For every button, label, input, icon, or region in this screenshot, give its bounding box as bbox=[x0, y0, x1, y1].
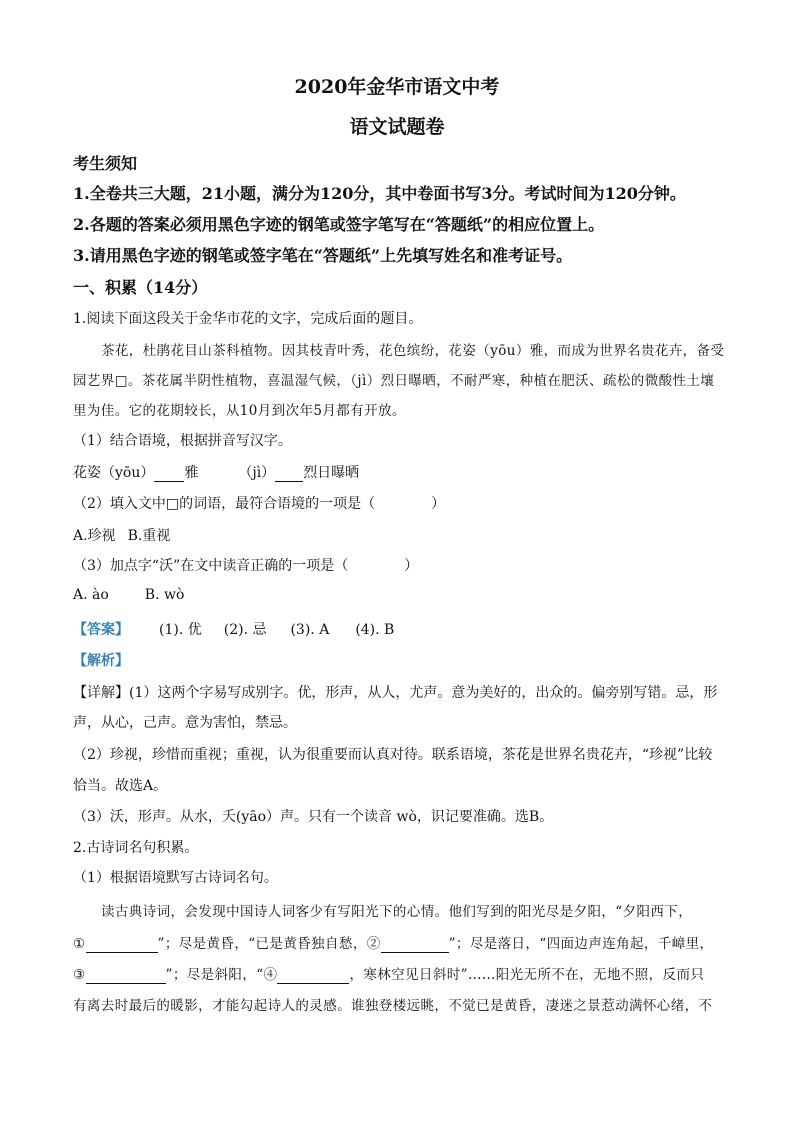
notice-item-2: 2.各题的答案必须用黑色字迹的钢笔或签字笔写在“答题纸”的相应位置上。 bbox=[73, 215, 605, 234]
section-heading: 一、积累（14分） bbox=[73, 278, 208, 297]
question-2-sub-1: （1）根据语境默写古诗词名句。 bbox=[73, 870, 278, 886]
fill-a-label: 花姿（yōu） bbox=[73, 465, 155, 481]
answer-blank[interactable] bbox=[154, 465, 184, 482]
answer-blank[interactable] bbox=[277, 967, 349, 984]
poem-passage-line-4: 有离去时最后的暖影，才能勾起诗人的灵感。谁独登楼远眺，不觉已是黄昏，凄迷之景惹动满怀心绪，不 bbox=[73, 998, 713, 1014]
sub-question-3: （3）加点字“沃”在文中读音正确的一项是（ ） bbox=[73, 558, 419, 574]
question-2-prompt: 2.古诗词名句积累。 bbox=[73, 840, 199, 856]
exam-title: 2020年金华市语文中考 bbox=[294, 76, 500, 98]
fill-b-suffix: 烈日曝晒 bbox=[303, 465, 360, 481]
answer-4: (4). B bbox=[355, 622, 395, 638]
option-a: A. ào bbox=[73, 587, 109, 603]
option-b: B. wò bbox=[144, 587, 185, 603]
exam-subtitle: 语文试题卷 bbox=[349, 116, 445, 138]
poem-passage-line-3: ③ ”；尽是斜阳，“④ ，寒林空见日斜时”……阳光无所不在，无地不照，反而只 bbox=[73, 967, 705, 983]
passage-line-3: 里为佳。它的花期较长，从10月到次年5月都有开放。 bbox=[73, 403, 406, 419]
answer-blank[interactable] bbox=[86, 967, 166, 984]
sub-question-2: （2）填入文中□的词语，最符合语境的一项是（ ） bbox=[73, 496, 446, 512]
sub-question-2-options bbox=[73, 525, 170, 545]
blank-number-2: ② bbox=[366, 936, 381, 952]
answer-blank[interactable] bbox=[381, 936, 449, 953]
analysis-line-4: 恰当。故选A。 bbox=[73, 778, 168, 794]
answer-2: (2). 忌 bbox=[223, 622, 267, 638]
answer-blank[interactable] bbox=[86, 936, 158, 953]
passage-line-1: 茶花，杜鹃花目山茶科植物。因其枝青叶秀，花色缤纷，花姿（yōu）雅，而成为世界名贵花卉，备受 bbox=[101, 343, 725, 359]
fill-a-suffix: 雅 bbox=[184, 465, 199, 481]
sub-question-3-options bbox=[73, 587, 184, 603]
poem-passage-line-2: ① ”；尽是黄昏，“已是黄昏独自愁，② ”；尽是落日，“四面边声连角起，千嶂里， bbox=[73, 936, 714, 952]
option-a: A.珍视 bbox=[73, 528, 116, 544]
analysis-line-2: 声，从心，己声。意为害怕，禁忌。 bbox=[73, 715, 297, 731]
answer-blank[interactable] bbox=[275, 465, 303, 482]
fill-line bbox=[73, 462, 359, 482]
answer-label: 【答案】 bbox=[73, 622, 129, 638]
poem-passage-line-1: 读古典诗词，会发现中国诗人词客少有写阳光下的心情。他们写到的阳光尽是夕阳，“夕阳西下， bbox=[101, 904, 693, 920]
passage-line-2: 园艺界□。茶花属半阴性植物，喜温湿气候，（jì）烈日曝晒，不耐严寒，种植在肥沃、疏松的微酸性土壤 bbox=[73, 373, 715, 389]
answer-1: (1). 优 bbox=[159, 622, 202, 638]
fill-b-label: （jì） bbox=[238, 465, 276, 481]
blank-number-1: ① bbox=[73, 936, 86, 952]
answer-3: (3). A bbox=[290, 622, 330, 638]
blank-number-3: ③ bbox=[73, 967, 86, 983]
option-b: B.重视 bbox=[127, 528, 171, 544]
analysis-line-1: 【详解】(1）这两个字易写成别字。优，形声，从人，尤声。意为美好的，出众的。偏旁别写错。忌，形 bbox=[73, 685, 718, 701]
notice-item-1: 1.全卷共三大题，21小题，满分为120分，其中卷面书写3分。考试时间为120分钟。 bbox=[73, 184, 686, 203]
notice-item-3: 3.请用黑色字迹的钢笔或签字笔在“答题纸”上先填写姓名和准考证号。 bbox=[73, 246, 573, 265]
answer-row bbox=[73, 619, 394, 639]
blank-number-4: ④ bbox=[263, 967, 278, 983]
question-1-prompt: 1.阅读下面这段关于金华市花的文字，完成后面的题目。 bbox=[73, 311, 423, 327]
analysis-line-5: （3）沃，形声。从水，夭(yāo）声。只有一个读音 wò，识记要准确。选B。 bbox=[73, 809, 554, 825]
analysis-label: 【解析】 bbox=[73, 653, 129, 669]
sub-question-1: （1）结合语境，根据拼音写汉字。 bbox=[73, 433, 292, 449]
notice-heading: 考生须知 bbox=[73, 154, 138, 173]
analysis-line-3: （2）珍视，珍惜而重视；重视，认为很重要而认真对待。联系语境，茶花是世界名贵花卉，“珍视”比较 bbox=[73, 747, 713, 763]
